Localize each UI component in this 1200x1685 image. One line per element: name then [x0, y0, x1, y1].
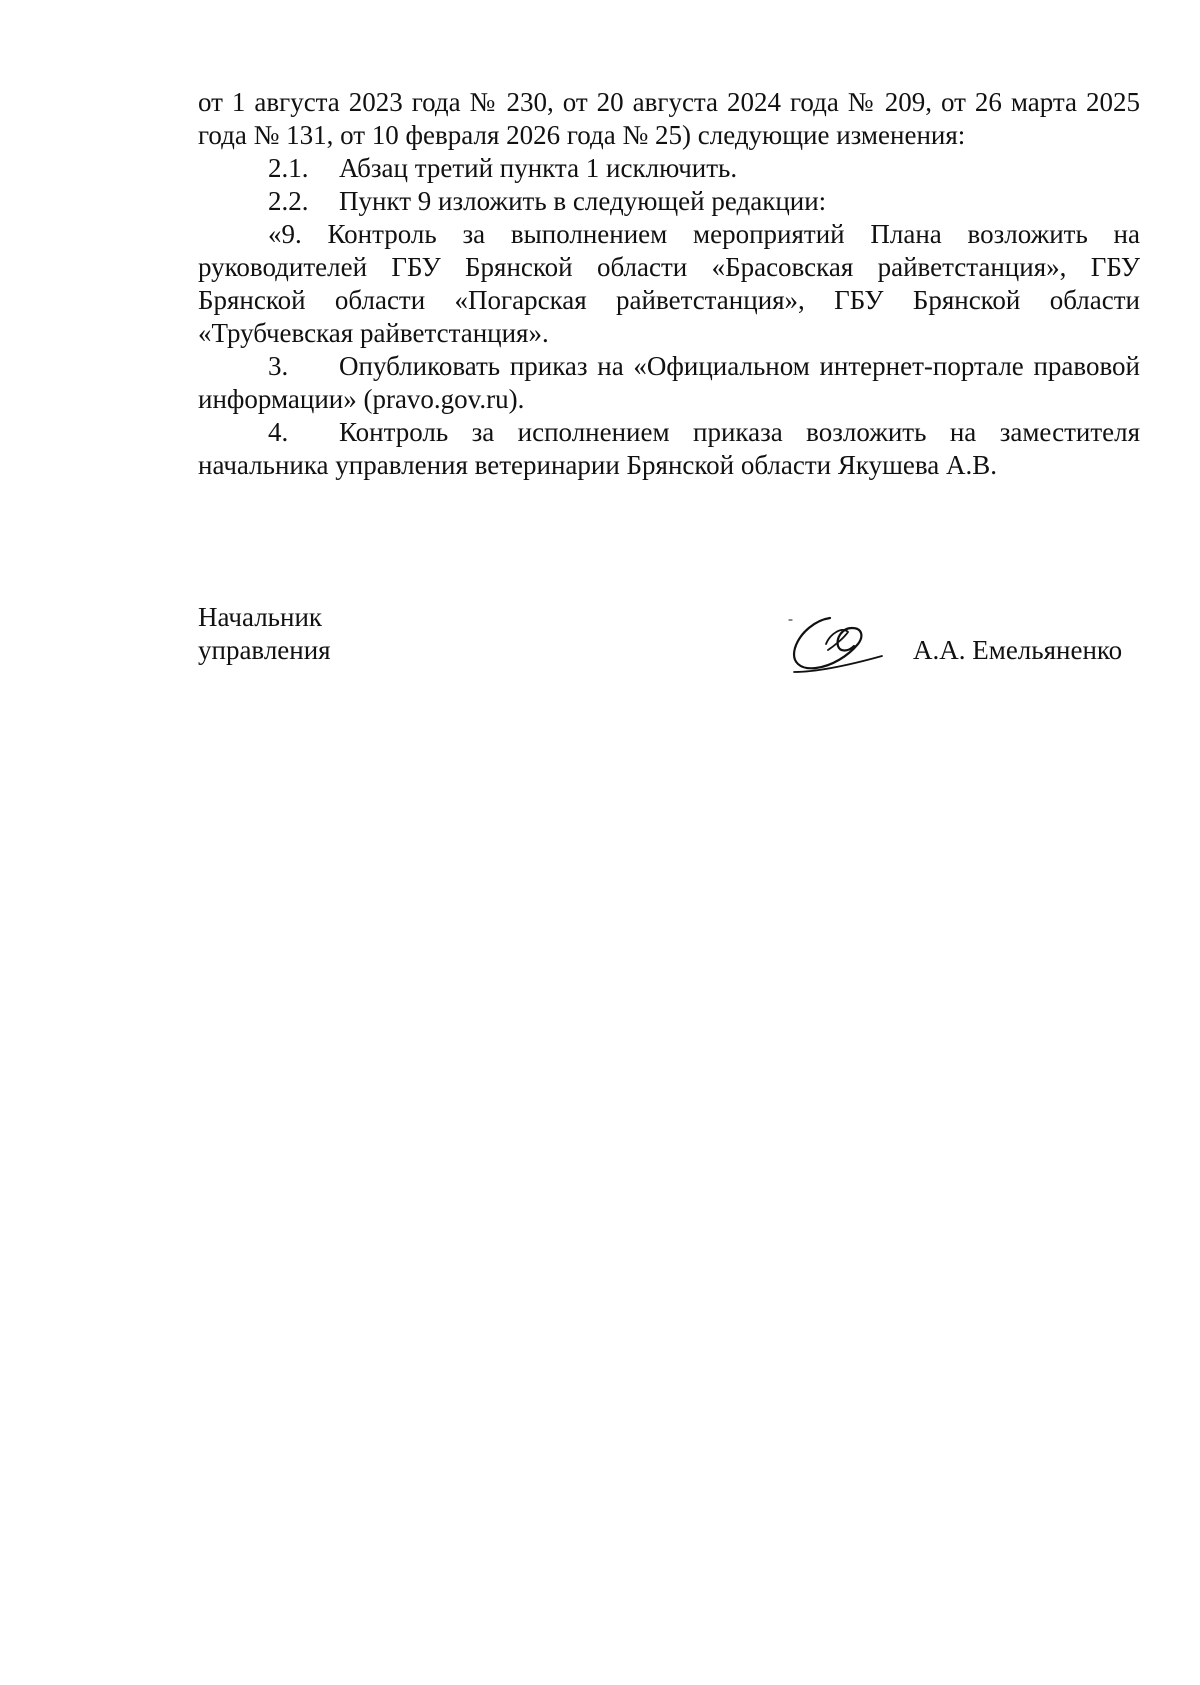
item-text: Пункт 9 изложить в следующей редакции:: [339, 186, 827, 216]
signatory-title: [198, 601, 331, 667]
document-body: [198, 86, 1140, 482]
intro-paragraph: от 1 августа 2023 года № 230, от 20 августа 2024 года № 209, от 26 марта 2025 года № 131, от 10 февраля 2026 года № 25) следующие изменения:: [198, 87, 1140, 150]
signatory-title-line-1: Начальник: [198, 602, 323, 632]
item-number: 4.: [268, 417, 289, 447]
item-text: Опубликовать приказ на «Официальном интернет-портале правовой информации» (pravo.gov.ru).: [198, 351, 1140, 414]
list-item-2-2: [198, 185, 1140, 218]
list-item-3: [198, 350, 1140, 416]
signer-name: А.А. Емельяненко: [913, 635, 1123, 665]
item-number: 3.: [268, 351, 289, 381]
item-number: 2.1.: [268, 153, 309, 183]
item-text: Контроль за исполнением приказа возложить на заместителя начальника управления ветеринарии Брянской области Якушева А.В.: [198, 417, 1140, 480]
handwritten-signature: [786, 608, 890, 676]
item-number: 2.2.: [268, 186, 309, 216]
item-text: Абзац третий пункта 1 исключить.: [339, 153, 738, 183]
quoted-point-9: «9. Контроль за выполнением мероприятий Плана возложить на руководителей ГБУ Брянской области «Брасовская райветстанция», ГБУ Брянской области «Погарская райветстанция», ГБУ Брянской области «Трубчевская райветстанция».: [198, 219, 1140, 348]
signatory-title-line-2: управления: [198, 635, 331, 665]
list-item-4: [198, 416, 1140, 482]
list-item-2-1: [198, 152, 1140, 185]
